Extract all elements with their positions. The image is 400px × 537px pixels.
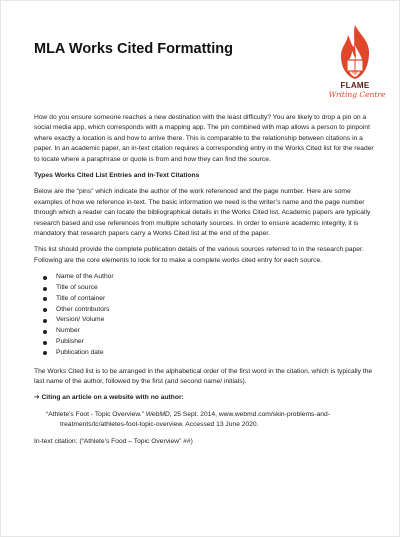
list-item: Publisher [56,337,374,348]
paragraph-2: Below are the “pins” which indicate the author of the work referenced and the page number. Here are some examples of how we reference in-text. The basic information we need is the writer’s name and the page number through which a reader can locate the bibliographical details in the Works Cited list. Academic papers are typically research based and use references from multiple scholarly sources. In order to ensure academic integrity, it is mandatory that research papers carry a Works Cited list at the end of the paper. [34,188,371,238]
core-elements-list [34,272,374,358]
list-item: Publication date [56,348,374,359]
list-item: Name of the Author [56,272,374,283]
paragraph-4: The Works Cited list is to be arranged in the alphabetical order of the first word in the citation, which is typically the last name of the author, followed by the first (and second name/ initials). [34,367,373,386]
website-subheading [34,393,374,403]
citation-title: “Athlete’s Foot - Topic Overview.” [46,410,146,418]
intext-citation: In-text citation: (“Athlete’s Food – Topic Overview” ##) [34,437,193,445]
flame-logo [327,23,386,103]
intro-paragraph: How do you ensure someone reaches a new destination with the least difficulty? You are likely to drop a pin on a social media app, which corresponds with a mapping app. The pin combined with map allows a person to pinpoint where exactly a location is and how to arrive there. This is comparable to the relationship between citations in a paper. In an academic paper, an in-text citation requires a corresponding entry in the Works Cited list for the reader to locate where a paraphrase or quote is from and how they can find the source. [34,114,374,163]
citation-container: WebMD [145,410,170,418]
paragraph-3: This list should provide the complete publication details of the various sources referred to in the research paper. Following are the core elements to look for to make a complete works cited entry for each source. [34,246,364,264]
subheading-text: Citing an article on a website with no author: [41,394,184,402]
list-item: Number [56,326,374,337]
page-title: MLA Works Cited Formatting [34,41,233,57]
list-item: Title of source [56,283,374,294]
document-body [34,113,374,453]
arrow-right-icon: ➔ [34,394,40,402]
example-citation [34,410,374,431]
logo-brand: FLAME [340,81,370,90]
list-item: Title of container [56,294,374,305]
logo-tagline: Writing Centre [328,90,386,99]
list-item: Other contributors [56,305,374,316]
citation-details: , 25 Sept. 2014, www.webmd.com/skin-problems-and-treatments/tc/athletes-foot-topic-overview. Accessed 13 June 2020. [60,410,330,429]
flame-icon [335,23,375,81]
list-item: Version/ Volume [56,315,374,326]
section-heading: Types Works Cited List Entries and In-Text Citations [34,172,200,180]
